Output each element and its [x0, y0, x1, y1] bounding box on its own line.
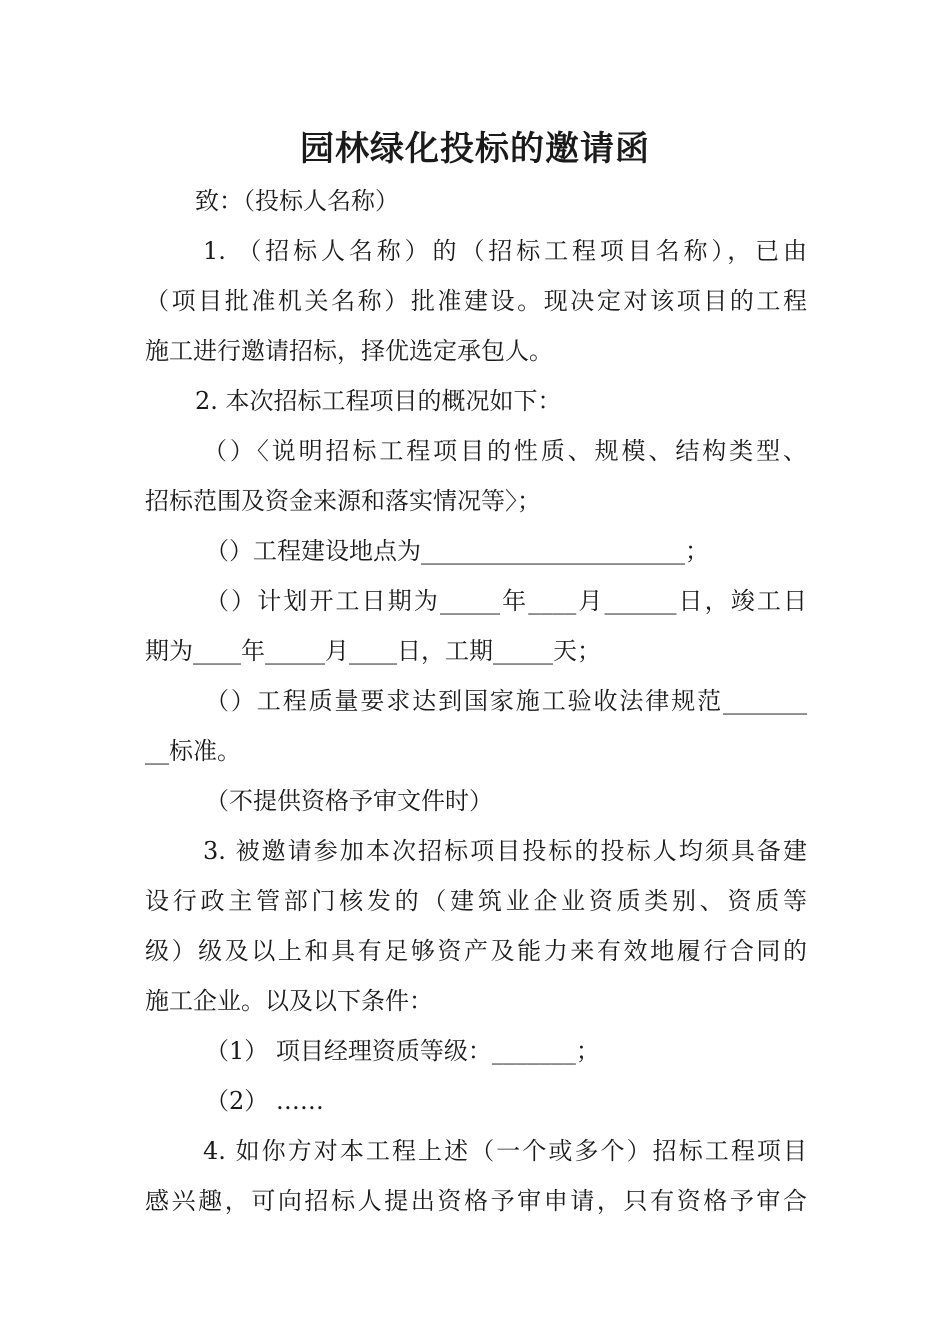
- paragraph-4-line-1: 4. 如你方对本工程上述（一个或多个）招标工程项目: [203, 1137, 807, 1165]
- overview-item-1-line-1: （）〈说明招标工程项目的性质、规模、结构类型、: [203, 437, 807, 465]
- prequalification-note: （不提供资格予审文件时）: [205, 787, 493, 815]
- paragraph-3-line-4: 施工企业。以及以下条件：: [145, 987, 433, 1015]
- overview-item-quality-line-2: __标准。: [145, 737, 241, 765]
- paragraph-1-line-3: 施工进行邀请招标，择优选定承包人。: [145, 337, 553, 365]
- document-body: [145, 176, 807, 1226]
- paragraph-2-heading: 2. 本次招标工程项目的概况如下：: [195, 387, 562, 415]
- paragraph-1-line-1: 1. （招标人名称）的（招标工程项目名称），已由: [203, 237, 807, 265]
- condition-item-2: （2） ……: [205, 1087, 324, 1115]
- paragraph-3-line-3: 级）级及以上和具有足够资产及能力来有效地履行合同的: [145, 937, 807, 965]
- salutation-line: 致：（投标人名称）: [195, 187, 399, 215]
- document-title: 园林绿化投标的邀请函: [300, 129, 650, 169]
- overview-item-schedule-line-2: 期为____年_____月____日，工期_____天；: [145, 637, 601, 665]
- paragraph-1-line-2: （项目批准机关名称）批准建设。现决定对该项目的工程: [145, 287, 807, 315]
- paragraph-3-line-1: 3. 被邀请参加本次招标项目投标的投标人均须具备建: [203, 837, 807, 865]
- overview-item-1-line-2: 招标范围及资金来源和落实情况等〉；: [145, 487, 541, 515]
- paragraph-4-line-2: 感兴趣，可向招标人提出资格予审申请，只有资格予审合: [145, 1187, 807, 1215]
- overview-item-location: （）工程建设地点为______________________；: [205, 537, 709, 565]
- overview-item-schedule-line-1: （）计划开工日期为_____年____月______日，竣工日: [205, 587, 807, 615]
- paragraph-3-line-2: 设行政主管部门核发的（建筑业企业资质类别、资质等: [145, 887, 807, 915]
- condition-item-1: （1） 项目经理资质等级：_______；: [205, 1037, 600, 1065]
- overview-item-quality-line-1: （）工程质量要求达到国家施工验收法律规范_______: [205, 687, 807, 715]
